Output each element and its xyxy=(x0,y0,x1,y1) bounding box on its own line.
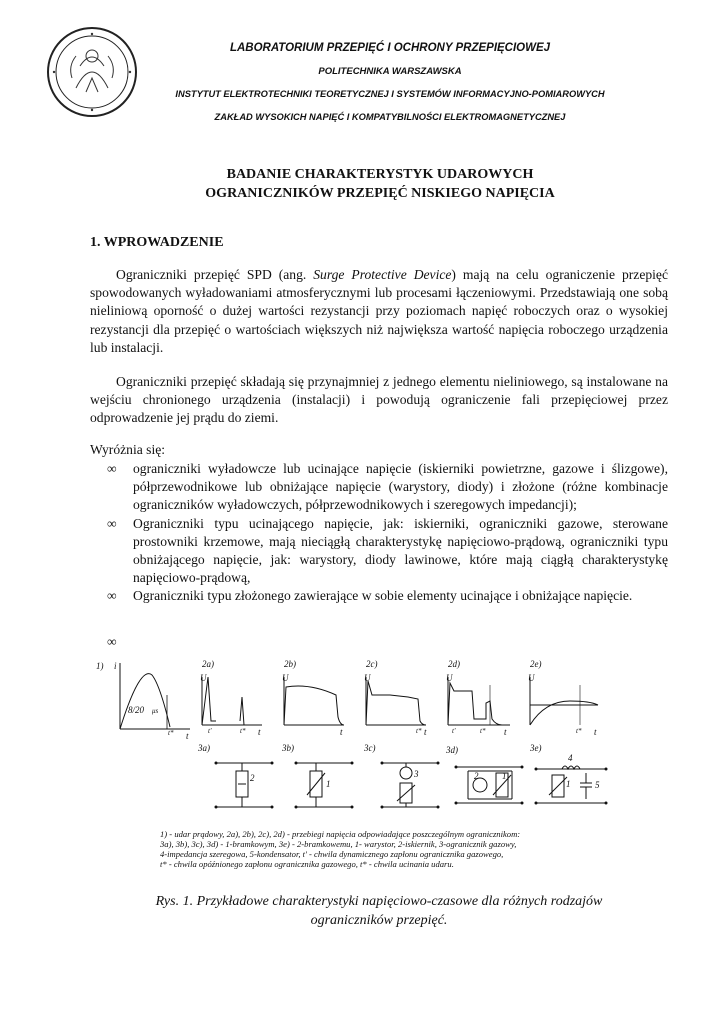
axis-label-t: t xyxy=(594,727,597,737)
element-number: 5 xyxy=(595,780,600,790)
waveform-label: 2b) xyxy=(284,659,296,669)
t-star-label: t* xyxy=(576,727,582,735)
axis-label-u: U xyxy=(282,673,289,683)
legend-line: 3a), 3b), 3c), 3d) - 1-bramkowym, 3e) - 2-bramkowemu, 1- warystor, 2-iskiernik, 3-ogranicznik gazowy, xyxy=(160,839,517,849)
paragraph-1-term: Surge Protective Device xyxy=(313,267,452,282)
circuit-label: 3d) xyxy=(446,745,458,755)
header-lab-name: LABORATORIUM PRZEPIĘĆ I OCHRONY PRZEPIĘCIOWEJ xyxy=(229,42,551,54)
axis-label-u: U xyxy=(446,673,453,683)
t-prime-label: t' xyxy=(452,727,456,735)
list-item xyxy=(107,587,668,605)
list-item-text: Ograniczniki typu złożonego zawierające w sobie elementy ucinające i obniżające napięcie. xyxy=(133,588,633,604)
axis-label-u: U xyxy=(528,673,535,683)
list-item xyxy=(107,460,668,515)
bullet-icon: ∞ xyxy=(107,634,117,649)
section-heading: 1. WPROWADZENIE xyxy=(90,235,224,250)
axis-label-t: t xyxy=(258,727,261,737)
caption-line-2: ograniczników przepięć. xyxy=(310,913,448,928)
waveform-label: 2d) xyxy=(448,659,460,669)
axis-label-u: U xyxy=(364,673,371,683)
wave-unit: μs xyxy=(152,707,159,715)
header-department: ZAKŁAD WYSOKICH NAPIĘĆ I KOMPATYBILNOŚCI ELEKTROMAGNETYCZNEJ xyxy=(214,112,566,122)
bullet-list xyxy=(107,460,668,606)
axis-label-t: t xyxy=(186,731,189,741)
axis-label-u: U xyxy=(200,673,207,683)
waveform-label: 2e) xyxy=(530,659,542,669)
paragraph-2: Ograniczniki przepięć składają się przynajmniej z jednego elementu nieliniowego, są instalowane na wejściu chronionego urządzenia (instalacji) i powodują ograniczenie fali przepięciowej przez odprowadzenie jej prądu do ziemi. xyxy=(90,374,668,426)
bullet-icon: ∞ xyxy=(107,461,117,476)
title-line-1: BADANIE CHARAKTERYSTYK UDAROWYCH xyxy=(226,167,534,182)
element-number: 1 xyxy=(502,771,507,781)
document-title xyxy=(90,165,670,203)
legend-line: 4-impedancja szeregowa, 5-kondensator, t' - chwila dynamicznego zapłonu ogranicznika gazowego, xyxy=(160,849,504,859)
title-line-2: OGRANICZNIKÓW PRZEPIĘĆ NISKIEGO NAPIĘCIA xyxy=(205,186,555,201)
figure-caption xyxy=(90,892,668,930)
legend-line: t* - chwila opóźnionego zapłonu ogranicznika gazowego, t* - chwila ucinania udaru. xyxy=(160,859,454,869)
t-star-label: t* xyxy=(168,729,174,737)
axis-label-t: t xyxy=(424,727,427,737)
list-item-text: Ograniczniki typu ucinającego napięcie, jak: iskierniki, ograniczniki gazowe, sterowane prostowniki krzemowe, mają nieciągłą charakterystykę napięciowo-prądową, ograniczniki typu obniżającego napięcie, jak: warystory, diody lawinowe, które mają ciągłą charakterystykę napięciowo-prądową, xyxy=(133,515,668,586)
caption-line-1: Rys. 1. Przykładowe charakterystyki napięciowo-czasowe dla różnych rodzajów xyxy=(155,894,603,909)
paragraph-1 xyxy=(90,266,668,357)
axis-label-i: i xyxy=(114,661,117,671)
paragraph-1-start: Ograniczniki przepięć SPD (ang. xyxy=(116,267,314,282)
waveform-label: 2a) xyxy=(202,659,214,669)
header-university: POLITECHNIKA WARSZAWSKA xyxy=(318,66,462,77)
circuit-label: 3e) xyxy=(530,743,542,753)
element-number: 1 xyxy=(326,779,331,789)
t-star-label: t* xyxy=(240,727,246,735)
header-institute: INSTYTUT ELEKTROTECHNIKI TEORETYCZNEJ I SYSTEMÓW INFORMACYJNO-POMIAROWYCH xyxy=(175,89,605,99)
t-star-label: t* xyxy=(480,727,486,735)
paragraph-1-rest: ) mają na celu ograniczenie przepięć spowodowanych wyładowaniami atmosferycznymi lub procesami łączeniowymi. Przedstawiają one sobą nieliniową oporność o dużej wartości rezystancji przy poziomach napięć roboczych oraz o wysokiej rezystancji dla przepięć o wartościach większych niż największa wartość napięcia roboczego urządzenia lub instalacji. xyxy=(90,267,669,355)
university-seal-icon xyxy=(46,26,138,118)
list-item xyxy=(107,515,668,588)
element-number: 4 xyxy=(568,753,573,763)
circuit-label: 3b) xyxy=(282,743,294,753)
t-prime-label: t' xyxy=(208,727,212,735)
waveform-label: 2c) xyxy=(366,659,378,669)
bullet-icon: ∞ xyxy=(107,588,117,604)
figure-legend xyxy=(160,829,620,869)
element-number: 2 xyxy=(474,771,479,781)
t-star-label: t* xyxy=(416,727,422,735)
bullet-icon: ∞ xyxy=(107,515,117,531)
list-item-text: ograniczniki wyładowcze lub ucinające napięcie (iskierniki powietrzne, gazowe i ślizgowe), półprzewodnikowe lub obniżające napięcie (warystory, diody) i złożone (różne kombinacje ograniczników wyładowczych, półprzewodnikowych i szeregowych impedancji); xyxy=(133,461,668,513)
axis-label-t: t xyxy=(340,727,343,737)
axis-label-t: t xyxy=(504,727,507,737)
circuit-label: 3a) xyxy=(198,743,210,753)
legend-line: 1) - udar prądowy, 2a), 2b), 2c), 2d) - przebiegi napięcia odpowiadające poszczególnym ogranicznikom: xyxy=(160,829,521,839)
circuit-label: 3c) xyxy=(364,743,376,753)
waveform-label: 1) xyxy=(96,661,104,671)
element-number: 2 xyxy=(250,773,255,783)
wave-note: 8/20 xyxy=(128,705,145,715)
element-number: 1 xyxy=(566,779,571,789)
list-lead: Wyróżnia się: xyxy=(90,442,166,457)
element-number: 3 xyxy=(414,769,419,779)
figure-diagram xyxy=(90,655,630,827)
